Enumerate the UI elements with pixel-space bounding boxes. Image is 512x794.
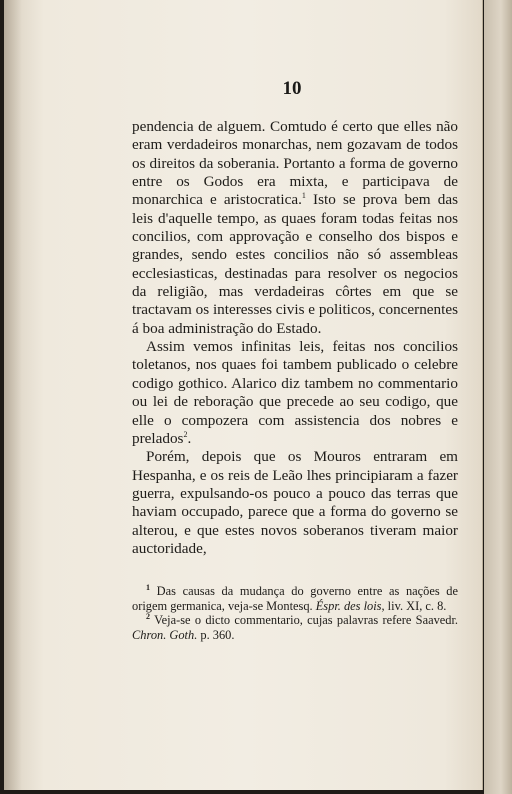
footnote-1-text-a: Das causas da mudança do governo entre as nações de origem germanica, veja-se Montesq. [132, 584, 458, 613]
paragraph-1-text-b: Isto se prova bem das leis d'aquelle tempo, as quaes foram todas feitas nos concilios, com approvação e conselho dos bispos e grandes, sendo estes concilios não só assembleas ecclesiasticas, destinadas para resolver os negocios da religião, mas verdadeiras côrtes em que se tractavam os interesses civis e politicos, concernentes á boa administração do Estado. [132, 191, 459, 337]
footnote-1-text-b: , liv. XI, c. 8. [381, 598, 447, 613]
footnote-ref-2[interactable]: 2 [183, 429, 188, 439]
paragraph-1-text-a: pendencia de alguem. Comtudo é certo que elles não eram verdadeiros monarchas, nem gozavam de todos os direitos da soberania. Portanto a forma de governo entre os Godos era mixta, e participava de monarchica e aristocratica. [132, 118, 458, 209]
footnote-2 [132, 613, 458, 642]
page-number: 10 [282, 78, 302, 99]
footnote-1-label: 1 [146, 582, 150, 592]
paragraph-2-text-b: . [187, 429, 192, 447]
paragraph-2 [132, 338, 458, 448]
paragraph-3 [132, 448, 458, 558]
footnote-2-text-b: p. 360. [197, 628, 235, 643]
book-page-edge [484, 0, 512, 794]
footnote-2-text-a: Veja-se o dicto commentario, cujas palavras refere Saavedr. [154, 613, 458, 628]
paragraph-2-text-a: Assim vemos infinitas leis, feitas nos concilios toletanos, nos quaes foi tambem publicado o celebre codigo gothico. Alarico diz tambem no commentario ou lei de reboração que precede ao seu codigo, que elle o compozera com assistencia dos nobres e prelados [132, 338, 458, 447]
footnote-1-italic: Éspr. des lois [315, 598, 382, 613]
footnote-2-italic: Chron. Goth. [132, 628, 198, 643]
footnote-1 [132, 584, 458, 613]
main-text [132, 118, 458, 558]
footnote-2-label: 2 [146, 612, 150, 622]
footnotes [132, 584, 458, 643]
paragraph-1 [132, 118, 458, 338]
footnote-ref-1[interactable]: 1 [301, 191, 306, 201]
paragraph-3-text: Porém, depois que os Mouros entraram em Hespanha, e os reis de Leão lhes principiaram a fazer guerra, expulsando-os pouco a pouco das terras que haviam occupado, parece que a forma do governo se alterou, e que estes novos soberanos tiveram maior auctoridade, [132, 448, 458, 557]
